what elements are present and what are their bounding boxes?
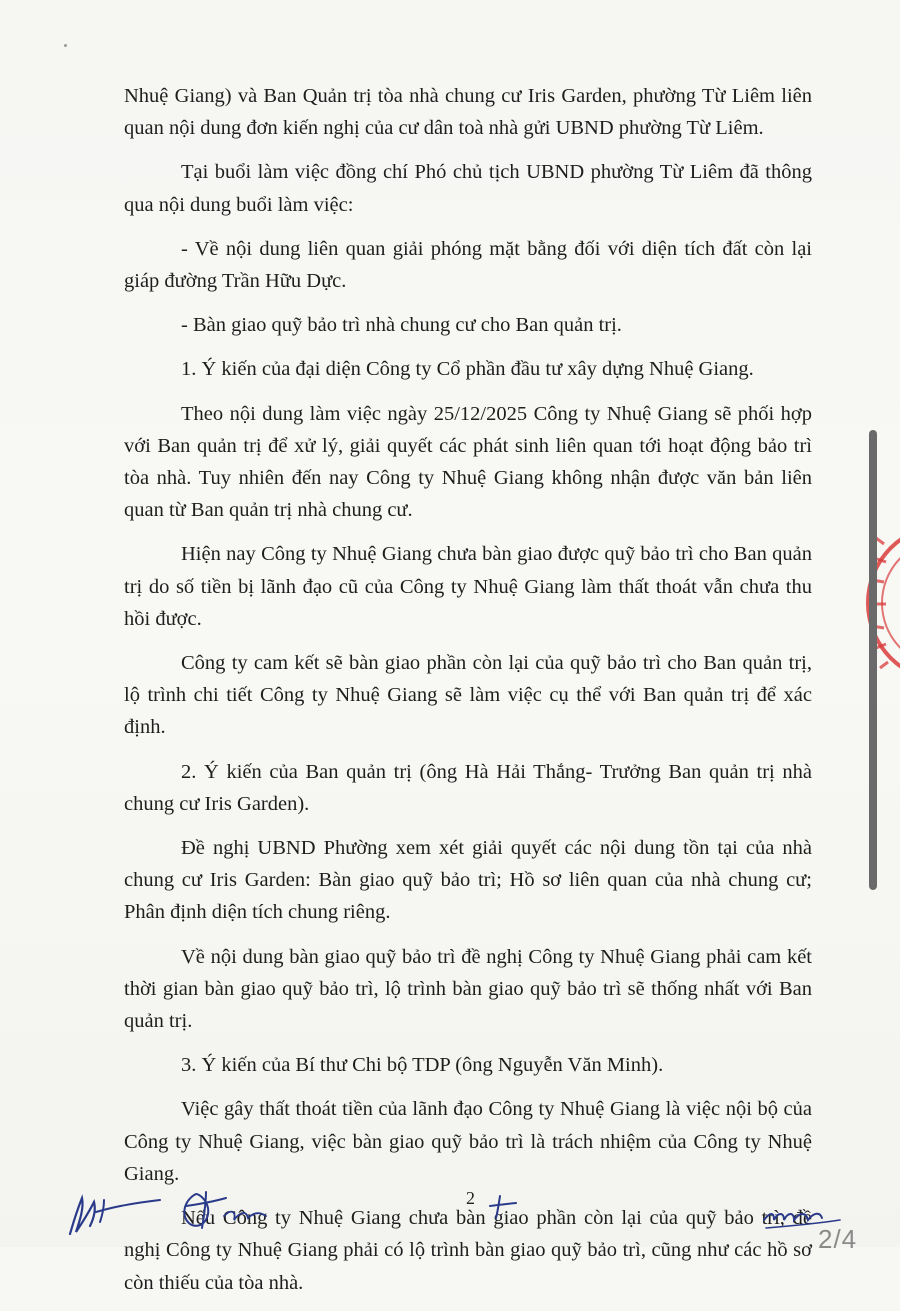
scan-dust-mark	[64, 44, 67, 47]
paragraph-continuation: Nhuệ Giang) và Ban Quản trị tòa nhà chung cư Iris Garden, phường Từ Liêm liên quan nội dung đơn kiến nghị của cư dân toà nhà gửi UBND phường Từ Liêm.	[124, 85, 812, 140]
paragraph-board-2: Về nội dung bàn giao quỹ bảo trì đề nghị Công ty Nhuệ Giang phải cam kết thời gian bàn giao quỹ bảo trì, lộ trình bàn giao quỹ bảo trì sẽ thống nhất với Ban quản trị.	[124, 945, 812, 1033]
paragraph-company-3: Công ty cam kết sẽ bàn giao phần còn lại của quỹ bảo trì cho Ban quản trị, lộ trình chi tiết Công ty Nhuệ Giang sẽ làm việc cụ thể với Ban quản trị để xác định.	[124, 652, 812, 739]
page-number: 2	[466, 1188, 475, 1208]
paragraph-company-1: Theo nội dung làm việc ngày 25/12/2025 Công ty Nhuệ Giang sẽ phối hợp với Ban quản trị để xử lý, giải quyết các phát sinh liên quan tới hoạt động bảo trì tòa nhà. Tuy nhiên đến nay Công ty Nhuệ Giang không nhận được văn bản liên quan từ Ban quản trị nhà chung cư.	[124, 402, 812, 522]
paragraph-board-1: Đề nghị UBND Phường xem xét giải quyết các nội dung tồn tại của nhà chung cư Iris Garden: Bàn giao quỹ bảo trì; Hồ sơ liên quan của nhà chung cư; Phân định diện tích chung riêng.	[124, 837, 812, 924]
handwritten-signature-icon	[176, 1186, 276, 1236]
heading-opinion-board: 2. Ý kiến của Ban quản trị (ông Hà Hải Thắng- Trưởng Ban quản trị nhà chung cư Iris Garden).	[124, 760, 812, 815]
paragraph-secretary-1: Việc gây thất thoát tiền của lãnh đạo Công ty Nhuệ Giang là việc nội bộ của Công ty Nhuệ Giang, việc bàn giao quỹ bảo trì là trách nhiệm của Công ty Nhuệ Giang.	[124, 1098, 812, 1185]
document-body	[124, 80, 812, 1311]
heading-opinion-company: 1. Ý kiến của đại diện Công ty Cổ phần đầu tư xây dựng Nhuệ Giang.	[181, 358, 754, 381]
paragraph-secretary-2: Nếu Công ty Nhuệ Giang chưa bàn giao phần còn lại của quỹ bảo trì, đề nghị Công ty Nhuệ Giang phải có lộ trình bàn giao quỹ bảo trì, cũng như các hồ sơ còn thiếu của tòa nhà.	[124, 1207, 812, 1294]
paragraph-item-maintenance-fund: - Bàn giao quỹ bảo trì nhà chung cư cho Ban quản trị.	[181, 314, 622, 337]
paragraph-meeting-summary: Tại buổi làm việc đồng chí Phó chủ tịch UBND phường Từ Liêm đã thông qua nội dung buổi làm việc:	[124, 161, 812, 216]
heading-opinion-party-secretary: 3. Ý kiến của Bí thư Chi bộ TDP (ông Nguyễn Văn Minh).	[181, 1054, 664, 1077]
page-indicator: 2/4	[818, 1224, 858, 1254]
vertical-scrollbar[interactable]	[869, 430, 877, 890]
handwritten-signature-icon	[60, 1186, 170, 1242]
paragraph-company-2: Hiện nay Công ty Nhuệ Giang chưa bàn giao được quỹ bảo trì cho Ban quản trị do số tiền bị lãnh đạo cũ của Công ty Nhuệ Giang làm thất thoát vẫn chưa thu hồi được.	[124, 543, 812, 630]
initial-signature-icon	[486, 1188, 520, 1222]
paragraph-item-land-clearance: - Về nội dung liên quan giải phóng mặt bằng đối với diện tích đất còn lại giáp đường Trần Hữu Dực.	[124, 237, 812, 293]
